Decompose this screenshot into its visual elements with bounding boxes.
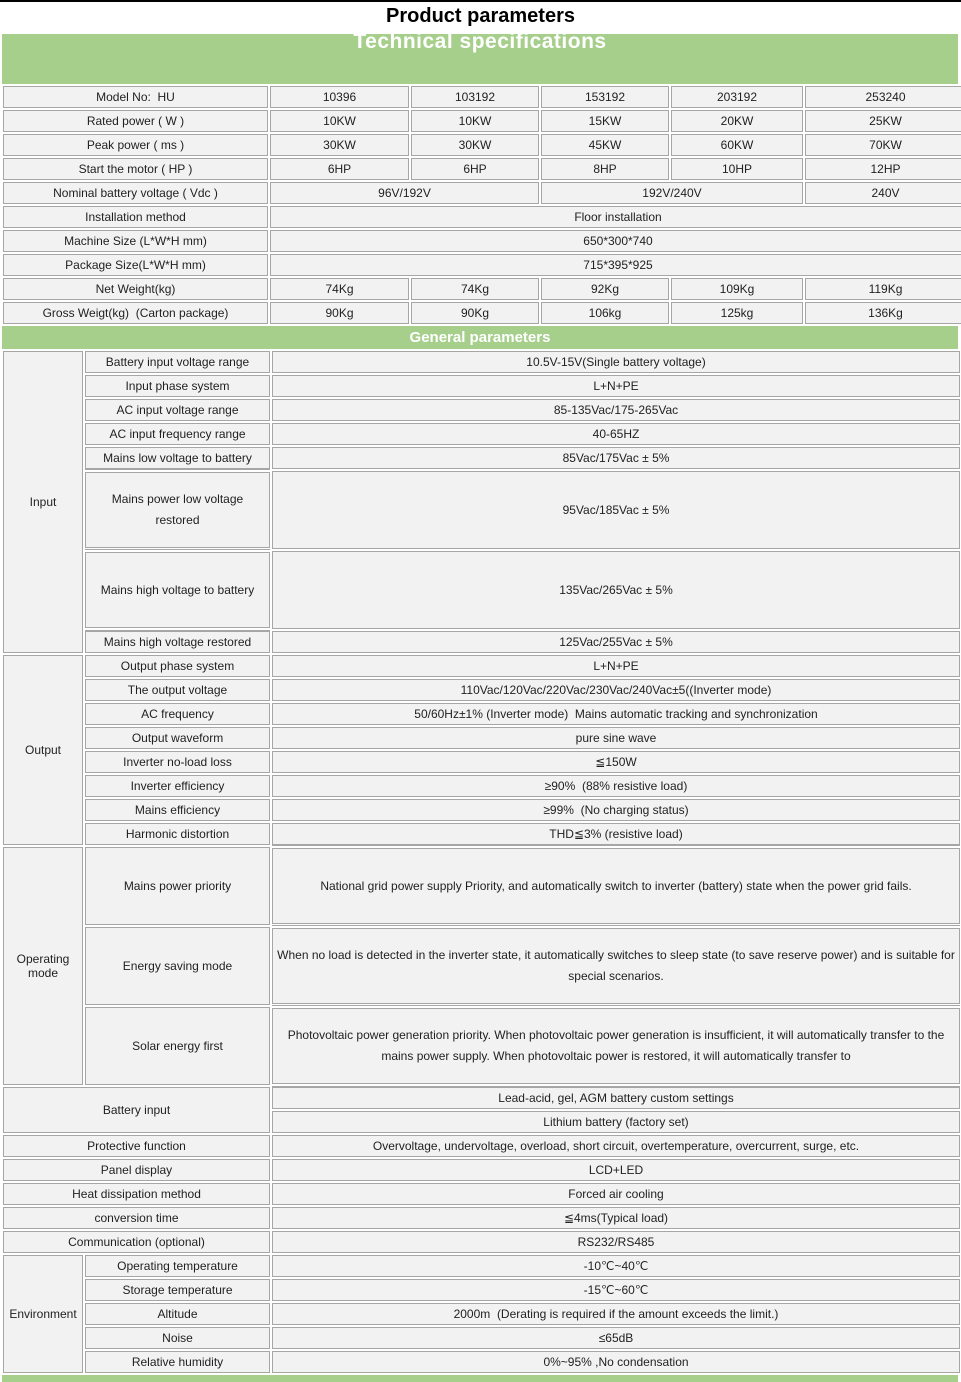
spec-value-cell: 30KW: [270, 134, 409, 156]
param-label-cell: conversion time: [3, 1207, 270, 1229]
param-value-cell: ≤65dB: [272, 1327, 960, 1349]
spec-label-cell: Start the motor ( HP ): [3, 158, 268, 180]
param-label-cell: AC frequency: [85, 703, 270, 725]
table-row: [3, 799, 960, 821]
spec-value-cell: 20KW: [671, 110, 803, 132]
spec-value-cell: 103192: [411, 86, 539, 108]
spec-value-cell: 15KW: [541, 110, 669, 132]
param-value-cell: -10℃~40℃: [272, 1255, 960, 1277]
table-row: [3, 302, 961, 324]
spec-value-cell: 136Kg: [805, 302, 961, 324]
param-value-cell: L+N+PE: [272, 375, 960, 397]
param-value-cell: Lead-acid, gel, AGM battery custom settings: [272, 1087, 960, 1109]
spec-value-cell: 70KW: [805, 134, 961, 156]
spec-value-cell: 153192: [541, 86, 669, 108]
table-row: [3, 1207, 960, 1229]
table-row: [3, 1231, 960, 1253]
param-value-cell: 110Vac/120Vac/220Vac/230Vac/240Vac±5((Inverter mode): [272, 679, 960, 701]
param-label-cell: Relative humidity: [85, 1351, 270, 1373]
spec-label-cell: Nominal battery voltage ( Vdc ): [3, 182, 268, 204]
table-row: [3, 1303, 960, 1325]
spec-value-cell: 253240: [805, 86, 961, 108]
table-row: [3, 158, 961, 180]
spec-value-cell-full: Floor installation: [270, 206, 961, 228]
table-row: [3, 182, 961, 204]
spec-value-cell: 10KW: [411, 110, 539, 132]
param-value-cell: 135Vac/265Vac ± 5%: [272, 551, 960, 629]
table-row: [3, 679, 960, 701]
table-row: [3, 727, 960, 749]
param-label-cell: Harmonic distortion: [85, 823, 270, 845]
param-label-cell: AC input voltage range: [85, 399, 270, 421]
bottom-green-strip: [2, 1375, 958, 1382]
param-label-cell: Altitude: [85, 1303, 270, 1325]
param-value-cell: ≦4ms(Typical load): [272, 1207, 960, 1229]
spec-label-cell: Peak power ( ms ): [3, 134, 268, 156]
spec-value-cell: 10396: [270, 86, 409, 108]
table-row: [3, 471, 960, 549]
spec-label-cell: Model No: HU: [3, 86, 268, 108]
param-value-cell: [272, 847, 960, 925]
spec-value-cell: 106kg: [541, 302, 669, 324]
spec-value-cell: 74Kg: [411, 278, 539, 300]
param-value-cell: Overvoltage, undervoltage, overload, short circuit, overtemperature, overcurrent, surge, etc.: [272, 1135, 960, 1157]
param-value-cell: THD≦3% (resistive load): [272, 823, 960, 845]
table-row: [3, 278, 961, 300]
param-label-cell: [85, 471, 270, 549]
param-label-cell: Mains low voltage to battery: [85, 447, 270, 469]
param-label-cell: AC input frequency range: [85, 423, 270, 445]
general-parameters-table: [1, 349, 961, 1375]
table-row: [3, 110, 961, 132]
technical-specifications-banner-label: Technical specifications: [353, 34, 607, 53]
param-value-cell: Forced air cooling: [272, 1183, 960, 1205]
param-label-cell: Inverter no-load loss: [85, 751, 270, 773]
table-row: [3, 1183, 960, 1205]
param-label-cell: Output phase system: [85, 655, 270, 677]
table-row: [3, 1351, 960, 1373]
param-value-cell: 40-65HZ: [272, 423, 960, 445]
param-value-cell: pure sine wave: [272, 727, 960, 749]
table-row: [3, 775, 960, 797]
param-value-text: Photovoltaic power generation priority. When photovoltaic power generation is insufficient, it will automatically transfer to the mains power supply. When photovoltaic power is restored, it will automatically transfer to: [287, 1028, 948, 1063]
spec-label-cell: Machine Size (L*W*H mm): [3, 230, 268, 252]
table-row: [3, 823, 960, 845]
table-row: [3, 351, 960, 373]
table-row: [3, 927, 960, 1005]
spec-value-cell: 25KW: [805, 110, 961, 132]
param-label-cell: Output waveform: [85, 727, 270, 749]
spec-label-cell: Installation method: [3, 206, 268, 228]
spec-value-cell: 240V: [805, 182, 961, 204]
table-row: [3, 399, 960, 421]
table-row: [3, 86, 961, 108]
table-row: [3, 631, 960, 653]
spec-value-cell: 6HP: [270, 158, 409, 180]
param-value-cell: 125Vac/255Vac ± 5%: [272, 631, 960, 653]
table-row: [3, 375, 960, 397]
spec-value-cell: 125kg: [671, 302, 803, 324]
page-title: Product parameters: [386, 5, 575, 27]
param-label-cell: Input phase system: [85, 375, 270, 397]
param-value-cell: 85-135Vac/175-265Vac: [272, 399, 960, 421]
general-parameters-banner: General parameters: [2, 326, 958, 349]
param-label-cell: Protective function: [3, 1135, 270, 1157]
spec-label-cell: Net Weight(kg): [3, 278, 268, 300]
param-label-cell: Battery input voltage range: [85, 351, 270, 373]
param-value-text: National grid power supply Priority, and automatically switch to inverter (battery) state when the power grid fails.: [320, 878, 912, 893]
technical-specifications-table: [1, 84, 961, 326]
param-label-cell: Operating temperature: [85, 1255, 270, 1277]
param-value-cell: 0%~95% ,No condensation: [272, 1351, 960, 1373]
spec-value-cell: 30KW: [411, 134, 539, 156]
spec-value-cell: 109Kg: [671, 278, 803, 300]
group-cell-operating-mode: Operating mode: [3, 847, 83, 1085]
spec-value-cell: 6HP: [411, 158, 539, 180]
table-row: [3, 847, 960, 925]
table-row: [3, 1255, 960, 1277]
param-label-cell: Mains efficiency: [85, 799, 270, 821]
spec-value-cell: 90Kg: [270, 302, 409, 324]
spec-value-cell: 203192: [671, 86, 803, 108]
spec-value-cell: 45KW: [541, 134, 669, 156]
param-label-cell: Panel display: [3, 1159, 270, 1181]
table-row: [3, 1159, 960, 1181]
param-value-cell: 10.5V-15V(Single battery voltage): [272, 351, 960, 373]
spec-value-cell: 60KW: [671, 134, 803, 156]
spec-label-cell: Package Size(L*W*H mm): [3, 254, 268, 276]
technical-specifications-banner: [2, 34, 958, 84]
param-label-cell: Storage temperature: [85, 1279, 270, 1301]
param-label-text: Mains high voltage to battery: [100, 582, 255, 597]
param-value-cell: L+N+PE: [272, 655, 960, 677]
param-value-cell: RS232/RS485: [272, 1231, 960, 1253]
param-value-cell: 95Vac/185Vac ± 5%: [272, 471, 960, 549]
param-value-cell: ≥99% (No charging status): [272, 799, 960, 821]
param-value-cell: 2000m (Derating is required if the amount exceeds the limit.): [272, 1303, 960, 1325]
param-value-cell: ≦150W: [272, 751, 960, 773]
spec-label-cell: Gross Weigt(kg) (Carton package): [3, 302, 268, 324]
param-value-cell: [272, 927, 960, 1005]
spec-value-cell: 92Kg: [541, 278, 669, 300]
table-row: [3, 1087, 960, 1109]
table-row: [3, 551, 960, 629]
param-label-cell: [85, 551, 270, 629]
param-value-text: When no load is detected in the inverter state, it automatically switches to sleep state (to save reserve power) and is suitable for special scenarios.: [277, 948, 959, 983]
group-cell-input: Input: [3, 351, 83, 653]
param-label-cell: Energy saving mode: [85, 927, 270, 1005]
spec-value-cell-merged: 96V/192V: [270, 182, 539, 204]
battery-input-label-cell: Battery input: [3, 1087, 270, 1133]
table-row: [3, 447, 960, 469]
spec-value-cell-merged: 192V/240V: [541, 182, 803, 204]
table-row: [3, 655, 960, 677]
spec-value-cell: 119Kg: [805, 278, 961, 300]
spec-value-cell-full: 650*300*740: [270, 230, 961, 252]
group-cell-output: Output: [3, 655, 83, 845]
table-row: [3, 1007, 960, 1085]
spec-value-cell: 74Kg: [270, 278, 409, 300]
group-cell-environment: Environment: [3, 1255, 83, 1373]
param-label-text: Mains power low voltage restored: [111, 492, 247, 527]
param-label-cell: Mains high voltage restored: [85, 631, 270, 653]
table-row: [3, 703, 960, 725]
param-value-cell: Lithium battery (factory set): [272, 1111, 960, 1133]
spec-value-cell: 10KW: [270, 110, 409, 132]
param-value-cell: -15℃~60℃: [272, 1279, 960, 1301]
table-row: [3, 423, 960, 445]
table-row: [3, 1327, 960, 1349]
spec-value-cell: 12HP: [805, 158, 961, 180]
param-label-cell: Solar energy first: [85, 1007, 270, 1085]
table-row: [3, 751, 960, 773]
table-row: [3, 230, 961, 252]
param-label-cell: Noise: [85, 1327, 270, 1349]
spec-value-cell-full: 715*395*925: [270, 254, 961, 276]
table-row: [3, 1279, 960, 1301]
param-label-cell: Communication (optional): [3, 1231, 270, 1253]
param-value-cell: ≥90% (88% resistive load): [272, 775, 960, 797]
table-row: [3, 206, 961, 228]
table-row: [3, 254, 961, 276]
param-value-cell: 50/60Hz±1% (Inverter mode) Mains automatic tracking and synchronization: [272, 703, 960, 725]
param-value-cell: [272, 1007, 960, 1085]
param-value-cell: 85Vac/175Vac ± 5%: [272, 447, 960, 469]
param-value-cell: LCD+LED: [272, 1159, 960, 1181]
table-row: [3, 1135, 960, 1157]
param-label-cell: Mains power priority: [85, 847, 270, 925]
table-row: [3, 134, 961, 156]
param-label-cell: Heat dissipation method: [3, 1183, 270, 1205]
param-label-cell: Inverter efficiency: [85, 775, 270, 797]
spec-value-cell: 8HP: [541, 158, 669, 180]
param-label-cell: The output voltage: [85, 679, 270, 701]
spec-value-cell: 90Kg: [411, 302, 539, 324]
spec-value-cell: 10HP: [671, 158, 803, 180]
spec-label-cell: Rated power ( W ): [3, 110, 268, 132]
